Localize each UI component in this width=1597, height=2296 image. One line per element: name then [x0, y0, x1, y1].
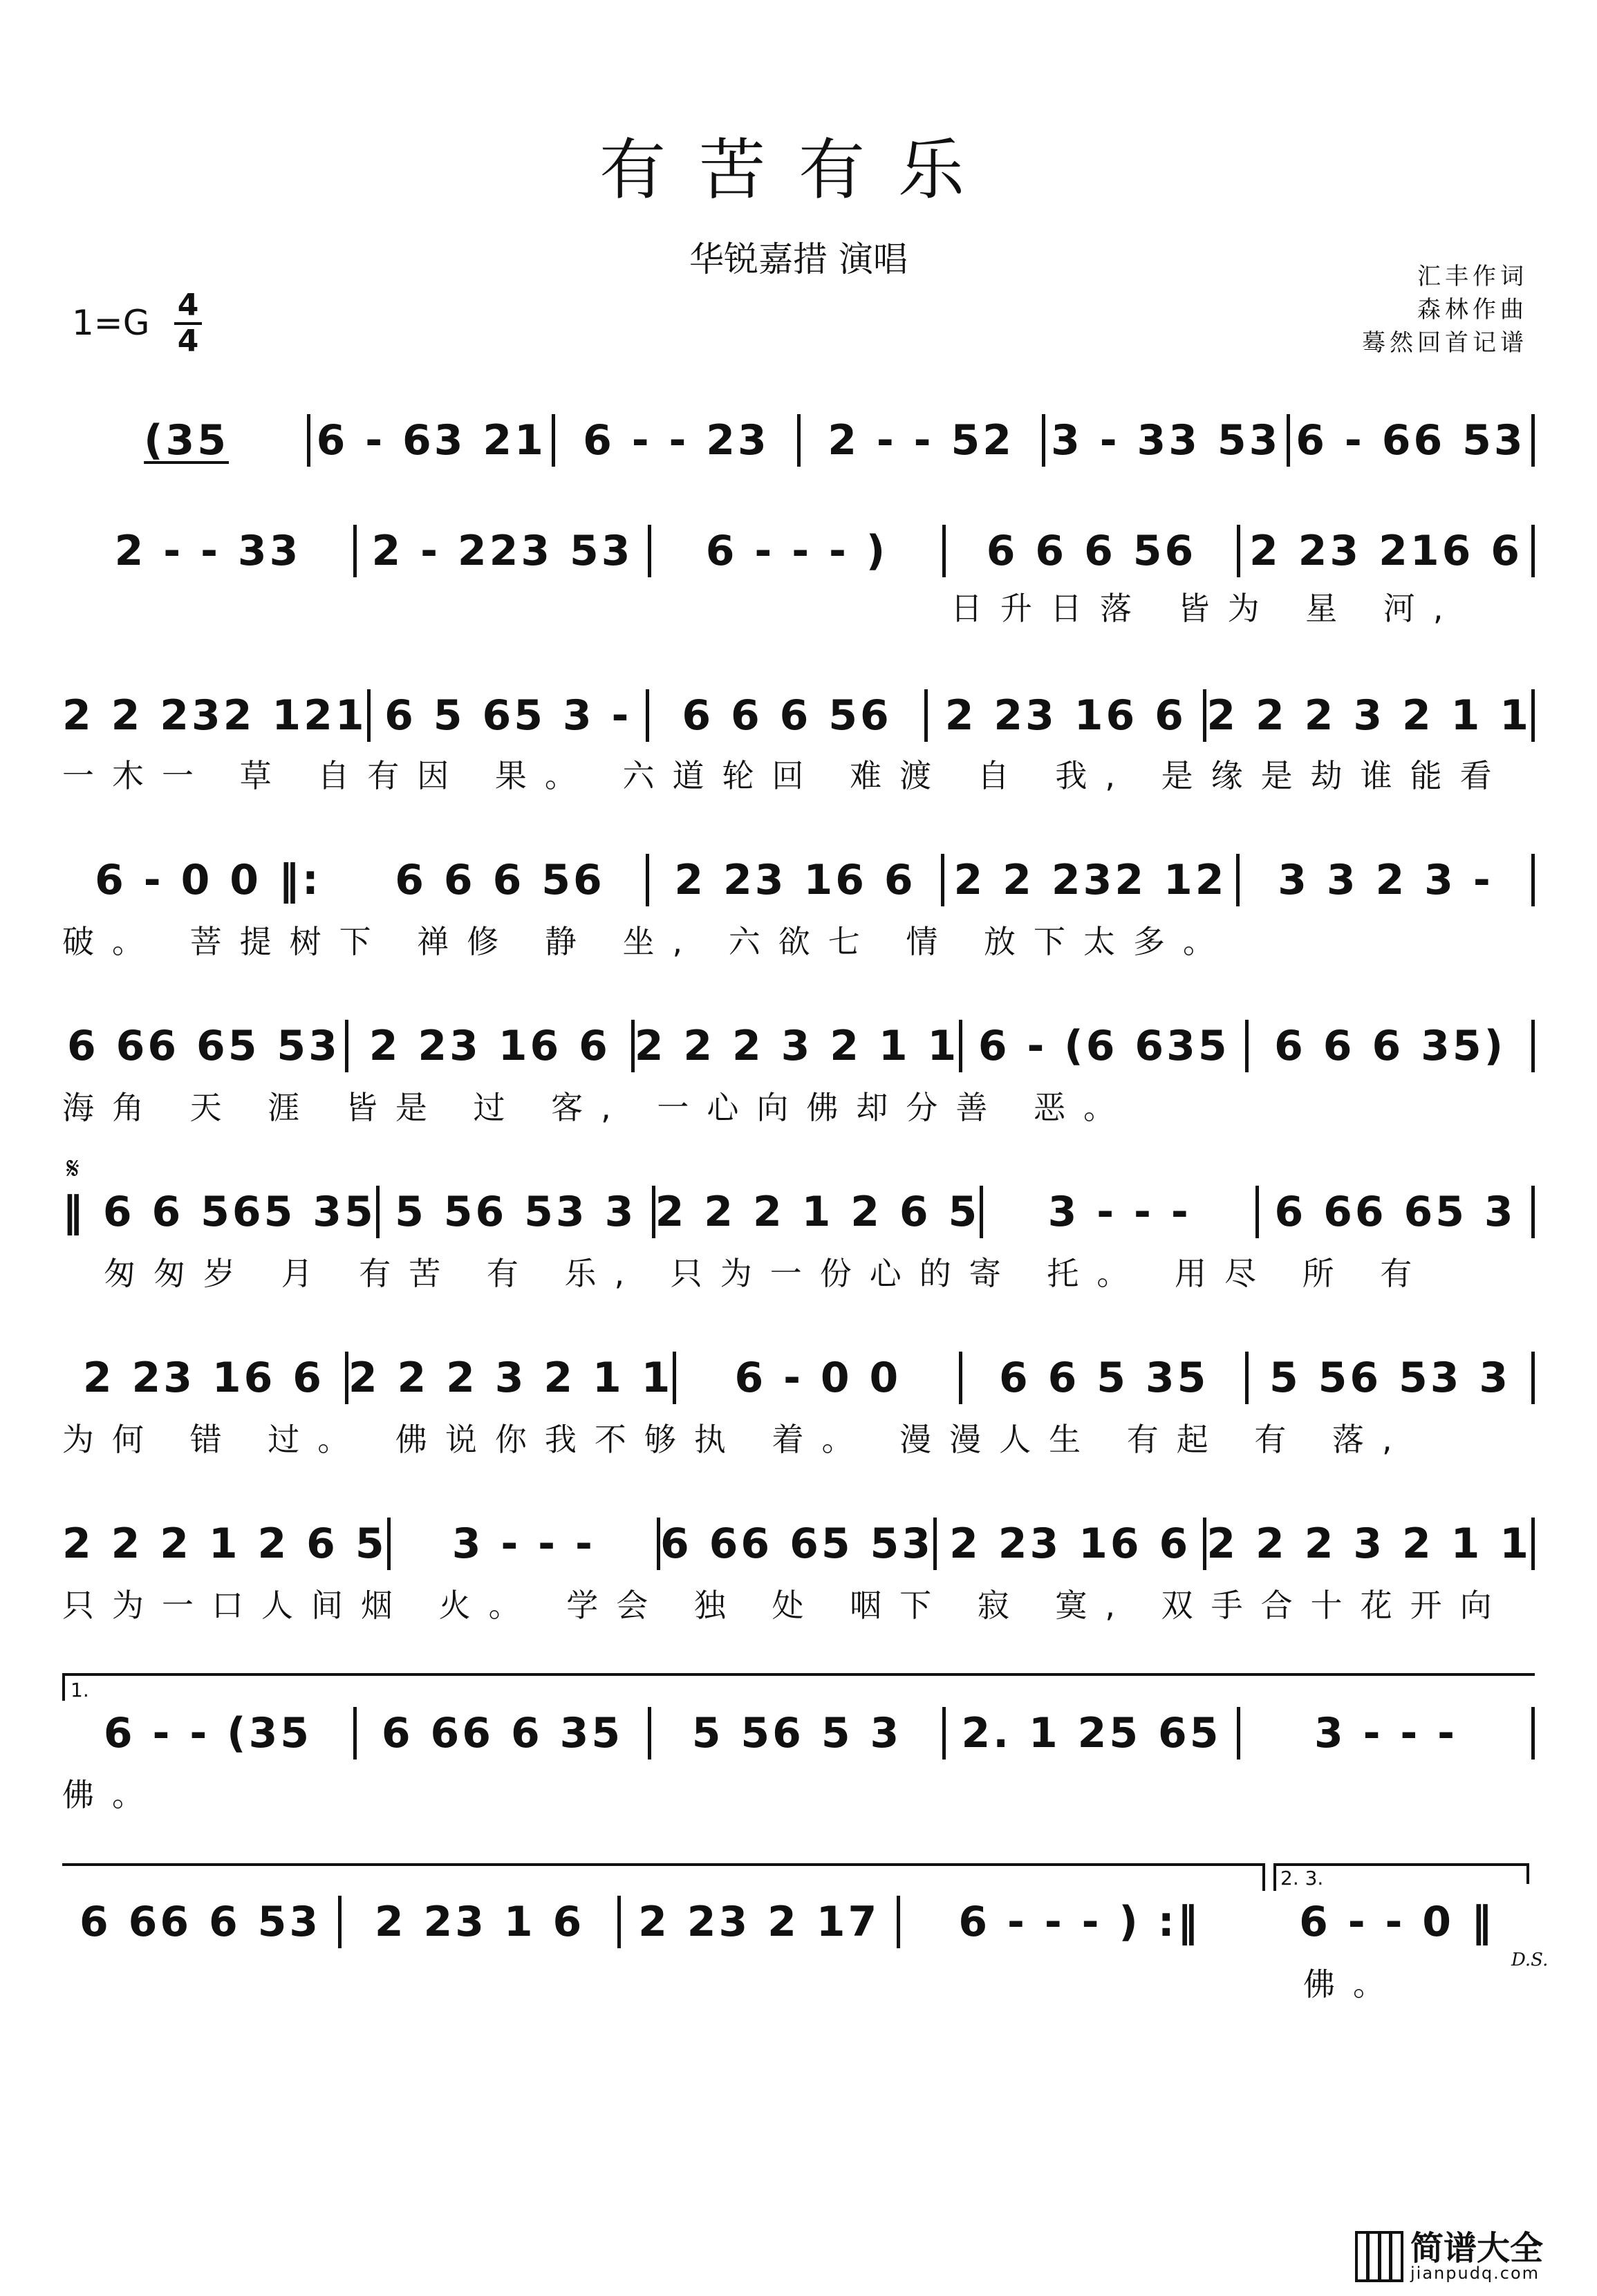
dal-segno-mark: D.S.: [1511, 1950, 1549, 1970]
measure: 2 2 2 3 2 1 1: [1206, 1520, 1531, 1568]
measure: 6 - 0 0: [734, 1354, 902, 1402]
measure: 2 - - 52: [828, 416, 1014, 465]
notation-row-10: [62, 1894, 1535, 1950]
measure: 3 - - -: [1314, 1709, 1458, 1757]
measure: 2 23 16 6: [944, 691, 1186, 740]
lyricist-credit: 汇丰作词: [1417, 263, 1528, 290]
measure: 2 23 216 6: [1249, 527, 1522, 575]
lyric-line-10: 佛。: [1303, 1966, 1403, 2003]
time-signature-bottom: 4: [174, 322, 202, 358]
notation-row-8: [62, 1516, 1535, 1571]
singer-credit: 华锐嘉措 演唱: [689, 239, 908, 279]
measure: 6 66 6 35: [381, 1709, 624, 1757]
lyric-line-2: 日升日落 皆为 星 河,: [951, 590, 1461, 627]
measure: 2 2 2 3 2 1 1: [634, 1022, 960, 1070]
measure: 2 23 1 6: [374, 1898, 585, 1946]
notation-row-4: [62, 852, 1535, 908]
site-logo: [1355, 2225, 1583, 2288]
notation-row-5: [62, 1018, 1535, 1074]
lyric-line-4: 破。 菩提树下 禅修 静 坐, 六欲七 情 放下太多。: [62, 923, 1233, 960]
notation-row-6: [62, 1184, 1535, 1240]
measure: 6 6 6 56: [682, 691, 892, 740]
volta-1-bracket: [62, 1673, 1535, 1676]
measure: 6 - 66 53: [1296, 416, 1526, 465]
measure: 3 - - -: [1047, 1188, 1191, 1236]
measure: (35: [144, 416, 230, 465]
lyric-line-7: 为何 错 过。 佛说你我不够执 着。 漫漫人生 有起 有 落,: [62, 1421, 1410, 1458]
volta-2-bracket: [1273, 1863, 1529, 1866]
notation-row-1: [62, 413, 1535, 468]
measure: 2 23 2 17: [638, 1898, 880, 1946]
measure: 6 6 6 56: [986, 527, 1197, 575]
measure: 6 6 6 35): [1274, 1022, 1506, 1070]
volta-1-end: [1262, 1863, 1265, 1891]
measure: 6 - (6 635: [978, 1022, 1230, 1070]
measure: 5 56 53 3: [395, 1188, 637, 1236]
notation-row-9: [62, 1706, 1535, 1761]
measure: 2 23 16 6: [82, 1354, 324, 1402]
measure: 6 66 65 53: [66, 1022, 340, 1070]
measure: 2. 1 25 65: [961, 1709, 1222, 1757]
measure: 2 23 16 6: [674, 856, 916, 904]
measure: 6 - - (35: [103, 1709, 312, 1757]
volta-2-bracket-left: [1273, 1863, 1276, 1891]
volta-2-bracket-right: [1526, 1863, 1529, 1884]
logo-text: 简谱大全: [1410, 2229, 1544, 2268]
notation-row-2: [62, 523, 1535, 579]
time-signature: [174, 289, 202, 358]
measure: 2 2 2 1 2 6 5: [62, 1520, 387, 1568]
measure: 6 5 65 3 -: [384, 691, 632, 740]
measure: 6 66 6 53: [79, 1898, 321, 1946]
measure: 6 66 65 3: [1274, 1188, 1516, 1236]
measure: 2 2 2 1 2 6 5: [655, 1188, 980, 1236]
key-signature: 1=G: [72, 303, 150, 343]
logo-url: jianpudq.com: [1410, 2264, 1540, 2283]
measure: ‖ 6 6 565 35: [62, 1188, 376, 1236]
measure: 3 - - -: [451, 1520, 595, 1568]
measure: 2 2 232 121: [62, 691, 367, 740]
measure: 2 2 2 3 2 1 1: [1206, 691, 1531, 740]
measure: 2 - - 33: [114, 527, 301, 575]
measure: 6 6 5 35: [999, 1354, 1209, 1402]
composer-credit: 森林作曲: [1417, 296, 1528, 324]
volta-2-label: 2. 3.: [1280, 1867, 1324, 1889]
segno-sign: 𝄋: [66, 1151, 80, 1186]
volta-1-bracket-left: [62, 1673, 65, 1701]
notation-row-7: [62, 1350, 1535, 1406]
lyric-line-8: 只为一口人间烟 火。 学会 独 处 咽下 寂 寞, 双手合十花开向: [62, 1587, 1510, 1624]
measure: 3 3 2 3 -: [1278, 856, 1493, 904]
lyric-line-6: 匆匆岁 月 有苦 有 乐, 只为一份心的寄 托。 用尽 所 有: [104, 1255, 1430, 1292]
measure: 6 - - 23: [583, 416, 769, 465]
notation-row-3: [62, 688, 1535, 743]
measure: 2 2 232 12: [953, 856, 1227, 904]
measure: 5 56 5 3: [691, 1709, 902, 1757]
measure: 6 - 63 21: [316, 416, 546, 465]
measure: 6 - - 0 ‖: [1299, 1898, 1495, 1946]
measure: 6 - 0 0 ‖:: [95, 856, 321, 904]
measure: 5 56 53 3: [1269, 1354, 1511, 1402]
piano-icon: [1355, 2231, 1403, 2282]
lyric-line-9: 佛。: [62, 1776, 162, 1813]
measure: 6 66 65 53: [660, 1520, 933, 1568]
measure: 6 - - - ) :‖: [958, 1898, 1201, 1946]
song-title: 有苦有乐: [599, 131, 998, 209]
time-signature-top: 4: [177, 288, 199, 323]
measure: 2 23 16 6: [949, 1520, 1191, 1568]
transcriber-credit: 蓦然回首记谱: [1362, 329, 1528, 357]
measure: 6 - - - ): [705, 527, 888, 575]
lyric-line-5: 海角 天 涯 皆是 过 客, 一心向佛却分善 恶。: [62, 1089, 1133, 1126]
measure: 6 6 6 56: [395, 856, 605, 904]
measure: 2 2 2 3 2 1 1: [348, 1354, 673, 1402]
lyric-line-3: 一木一 草 自有因 果。 六道轮回 难渡 自 我, 是缘是劫谁能看: [62, 757, 1510, 794]
volta-1-label: 1.: [71, 1679, 89, 1701]
measure: 2 23 16 6: [368, 1022, 610, 1070]
volta-1-continuation: [62, 1863, 1265, 1866]
measure: 3 - 33 53: [1051, 416, 1281, 465]
measure: 2 - 223 53: [371, 527, 633, 575]
